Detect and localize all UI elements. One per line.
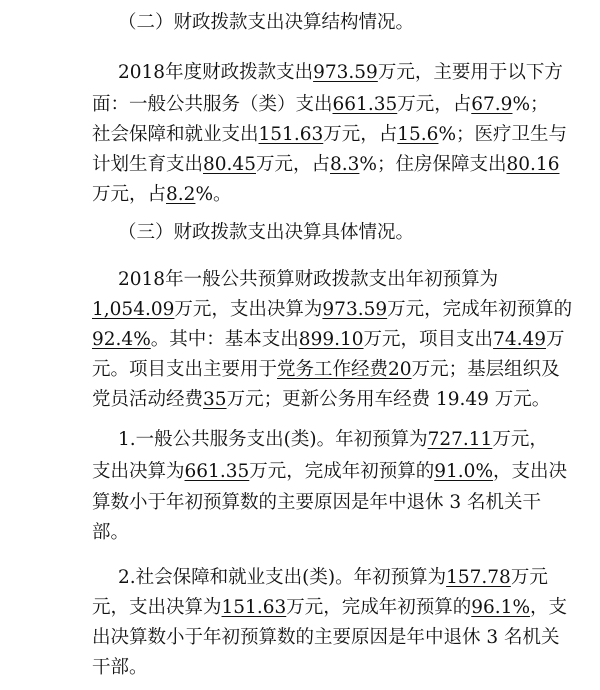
paragraph-line: 出决算数小于年初预算数的主要原因是年中退休 3 名机关	[92, 627, 560, 648]
paragraph-line: 干部。	[92, 657, 148, 678]
section-heading-2: （二）财政拨款支出决算结构情况。	[118, 12, 415, 33]
paragraph-line: 算数小于年初预算数的主要原因是年中退休 3 名机关干	[92, 492, 542, 513]
paragraph-line: 92.4%。其中：基本支出899.10万元，项目支出74.49万	[92, 329, 565, 350]
section-heading-3: （三）财政拨款支出决算具体情况。	[118, 222, 415, 243]
paragraph-line: 计划生育支出80.45万元，占8.3%；住房保障支出80.16	[92, 154, 560, 175]
paragraph-line: 1.一般公共服务支出(类)。年初预算为727.11万元，	[118, 429, 548, 450]
paragraph-line: 1,054.09万元，支出决算为973.59万元，完成年初预算的	[92, 299, 573, 320]
paragraph-line: 2018年一般公共预算财政拨款支出年初预算为	[118, 269, 499, 290]
paragraph-line: 元。项目支出主要用于党务工作经费20万元；基层组织及	[92, 359, 560, 380]
paragraph-line: 部。	[92, 522, 130, 543]
paragraph-line: 2.社会保障和就业支出(类)。年初预算为157.78万元	[118, 567, 548, 588]
paragraph-line: 支出决算为661.35万元，完成年初预算的91.0%，支出决	[92, 461, 568, 482]
paragraph-line: 元，支出决算为151.63万元，完成年初预算的96.1%，支	[92, 597, 568, 618]
paragraph-line: 社会保障和就业支出151.63万元，占15.6%；医疗卫生与	[92, 124, 568, 145]
paragraph-line: 2018年度财政拨款支出973.59万元，主要用于以下方	[118, 62, 563, 83]
paragraph-line: 万元，占8.2%。	[92, 184, 232, 205]
paragraph-line: 党员活动经费35万元；更新公务用车经费 19.49 万元。	[92, 389, 551, 410]
paragraph-line: 面：一般公共服务（类）支出661.35万元，占67.9%；	[92, 94, 549, 115]
